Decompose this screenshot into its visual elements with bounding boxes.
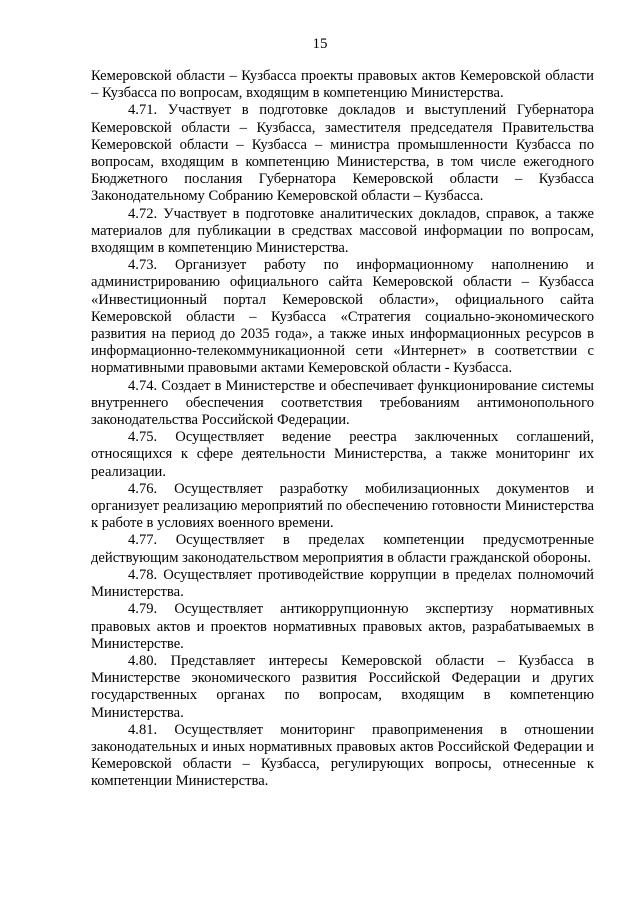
paragraph-4-79: 4.79. Осуществляет антикоррупционную экспертизу нормативных правовых актов и проектов нормативных правовых актов, разрабатываемых в Министерстве. — [91, 601, 594, 652]
paragraph-4-77: 4.77. Осуществляет в пределах компетенции предусмотренные действующим законодательством мероприятия в области гражданской обороны. — [91, 532, 594, 566]
page-number: 15 — [312, 36, 328, 52]
paragraph-4-75: 4.75. Осуществляет ведение реестра заключенных соглашений, относящихся к сфере деятельности Министерства, а также мониторинг их реализации. — [91, 429, 594, 480]
document-body — [91, 68, 594, 791]
paragraph-4-72: 4.72. Участвует в подготовке аналитических докладов, справок, а также материалов для публикации в средствах массовой информации по вопросам, входящим в компетенцию Министерства. — [91, 205, 594, 257]
paragraph-continuation: Кемеровской области – Кузбасса проекты правовых актов Кемеровской области – Кузбасса по вопросам, входящим в компетенцию Министерства. — [91, 68, 594, 102]
paragraph-4-76: 4.76. Осуществляет разработку мобилизационных документов и организует реализацию мероприятий по обеспечению готовности Министерства к работе в условиях военного времени. — [91, 480, 594, 532]
paragraph-4-74: 4.74. Создает в Министерстве и обеспечивает функционирование системы внутреннего обеспечения соответствия требованиям антимонопольного законодательства Российской Федерации. — [91, 377, 594, 429]
paragraph-4-80: 4.80. Представляет интересы Кемеровской области – Кузбасса в Министерстве экономического развития Российской Федерации и других государственных органах по вопросам, входящим в компетенцию Министерства. — [91, 652, 594, 721]
paragraph-4-78: 4.78. Осуществляет противодействие коррупции в пределах полномочий Министерства. — [91, 566, 594, 601]
paragraph-4-73: 4.73. Организует работу по информационному наполнению и администрированию официального сайта Кемеровской области – Кузбасса «Инвестиционный портал Кемеровской области», официального сайта Кемеровской области – Кузбасса «Стратегия социально-экономического развития на период до 2035 года», а также иных информационных ресурсов в информационно-телекоммуникационной сети «Интернет» в соответствии с нормативными правовыми актами Кемеровской области - Кузбасса. — [91, 257, 594, 377]
paragraph-4-71: 4.71. Участвует в подготовке докладов и выступлений Губернатора Кемеровской области – Кузбасса, заместителя председателя Правительства Кемеровской области – Кузбасса – министра промышленности Кузбасса по вопросам, входящим в компетенцию Министерства, в том числе ежегодного Бюджетного послания Губернатора Кемеровской области – Кузбасса Законодательному Собранию Кемеровской области – Кузбасса. — [91, 102, 594, 205]
paragraph-4-81: 4.81. Осуществляет мониторинг правоприменения в отношении законодательных и иных нормативных правовых актов Российской Федерации и Кемеровской области – Кузбасса, регулирующих вопросы, отнесенные к компетенции Министерства. — [91, 721, 594, 790]
